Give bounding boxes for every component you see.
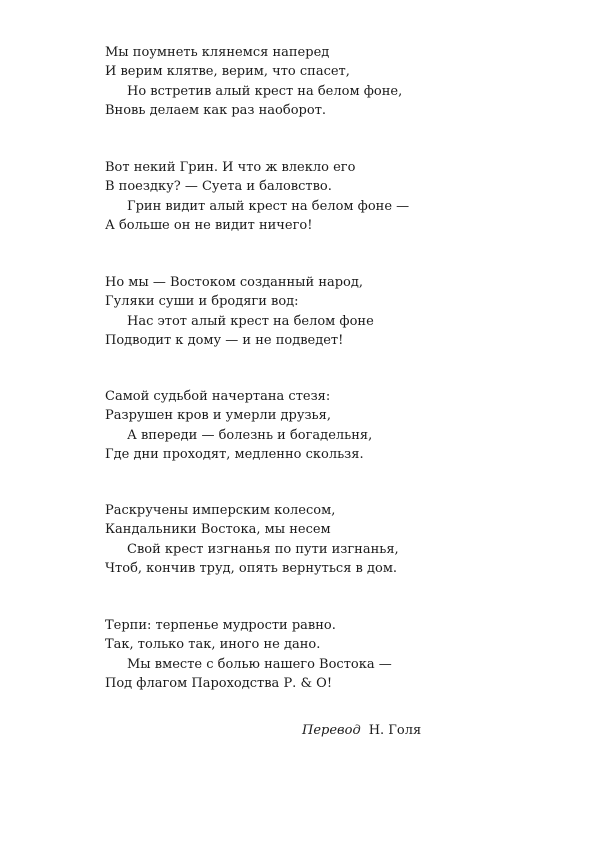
verse-line: Самой судьбой начертана стезя: bbox=[105, 389, 331, 404]
verse-line: Чтоб, кончив труд, опять вернуться в дом. bbox=[105, 560, 398, 576]
verse-line: А впереди — болезнь и богадельня, bbox=[127, 427, 373, 443]
verse-line: Разрушен кров и умерли друзья, bbox=[105, 408, 331, 424]
stanza-4 bbox=[105, 387, 545, 464]
verse-line: Мы поумнеть клянемся наперед bbox=[105, 45, 330, 60]
verse-line: Нас этот алый крест на белом фоне bbox=[127, 313, 374, 329]
verse-line: Под флагом Пароходства Р. & O! bbox=[105, 675, 333, 691]
stanza-2 bbox=[105, 158, 545, 235]
stanza-6 bbox=[105, 616, 545, 693]
verse-line: Свой крест изгнанья по пути изгнанья, bbox=[127, 541, 399, 557]
verse-line: Грин видит алый крест на белом фоне — bbox=[127, 198, 410, 214]
verse-line: Вновь делаем как раз наоборот. bbox=[105, 102, 327, 118]
verse-line: Вот некий Грин. И что ж влекло его bbox=[105, 160, 356, 175]
attribution-role: Перевод bbox=[302, 723, 361, 738]
verse-line: Но мы — Востоком созданный народ, bbox=[105, 275, 364, 290]
verse-line: Но встретив алый крест на белом фоне, bbox=[127, 83, 403, 99]
verse-line: Подводит к дому — и не подведет! bbox=[105, 332, 344, 348]
verse-line: Где дни проходят, медленно скользя. bbox=[105, 446, 364, 462]
stanza-1 bbox=[105, 43, 545, 120]
stanza-5 bbox=[105, 501, 545, 578]
stanza-3 bbox=[105, 273, 545, 350]
verse-line: Так, только так, иного не дано. bbox=[105, 637, 321, 653]
verse-line: А больше он не видит ничего! bbox=[105, 217, 313, 233]
verse-line: И верим клятве, верим, что спасет, bbox=[105, 64, 350, 80]
verse-line: Кандальники Востока, мы несем bbox=[105, 522, 331, 538]
translator-attribution bbox=[302, 721, 421, 741]
verse-line: Мы вместе с болью нашего Востока — bbox=[127, 656, 392, 672]
translator-name: Н. Голя bbox=[368, 723, 422, 738]
verse-line: Терпи: терпенье мудрости равно. bbox=[105, 618, 336, 633]
verse-line: В поездку? — Суета и баловство. bbox=[105, 179, 332, 195]
verse-line: Гуляки суши и бродяги вод: bbox=[105, 294, 299, 310]
verse-line: Раскручены имперским колесом, bbox=[105, 503, 336, 518]
